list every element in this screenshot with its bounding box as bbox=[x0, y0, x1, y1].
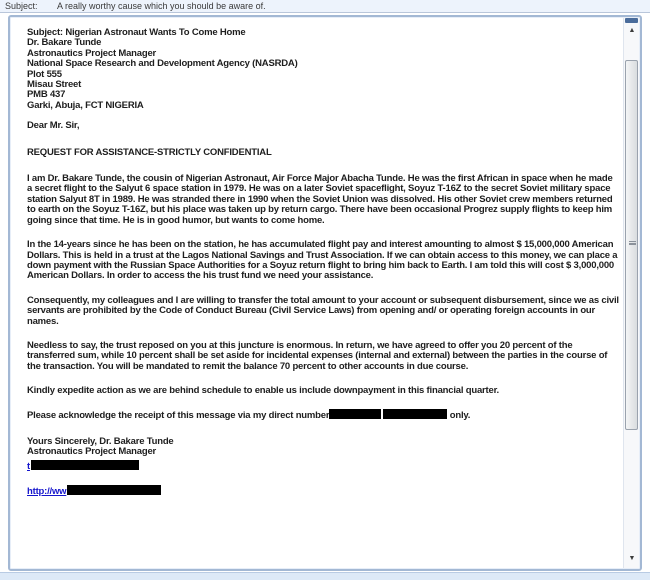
sender-url-visible-text: http://ww bbox=[27, 485, 67, 497]
body-paragraph: Kindly expedite action as we are behind schedule to enable us include downpayment in this financial quarter. bbox=[27, 385, 499, 397]
letterhead-line: National Space Research and Development Agency (NASRDA) bbox=[27, 58, 298, 70]
subject-value: A really worthy cause which you should be aware of. bbox=[57, 0, 266, 11]
sender-url-line bbox=[27, 485, 619, 498]
letterhead-line: Garki, Abuja, FCT NIGERIA bbox=[27, 99, 144, 111]
redaction-bar-email bbox=[31, 460, 139, 470]
letterhead-line: Misau Street bbox=[27, 79, 82, 91]
letterhead-line: Dr. Bakare Tunde bbox=[27, 37, 102, 49]
scroll-down-icon: ▼ bbox=[628, 555, 636, 562]
signature-name: Yours Sincerely, Dr. Bakare Tunde bbox=[27, 435, 174, 447]
signature-title: Astronautics Project Manager bbox=[27, 446, 157, 458]
subject-label: Subject: bbox=[5, 0, 38, 11]
letterhead-block bbox=[27, 28, 619, 111]
request-subject-line: REQUEST FOR ASSISTANCE-STRICTLY CONFIDENTIAL bbox=[27, 146, 272, 158]
subject-header-bar bbox=[0, 0, 650, 13]
redaction-bar-phone bbox=[383, 409, 447, 419]
scrollbar-split-handle[interactable] bbox=[625, 18, 638, 23]
message-content bbox=[10, 17, 624, 569]
phone-line-text-before: Please acknowledge the receipt of this message via my direct number bbox=[27, 409, 330, 421]
redaction-bar-url bbox=[67, 485, 161, 495]
sender-url-link[interactable] bbox=[27, 486, 161, 497]
letterhead-line: Astronautics Project Manager bbox=[27, 47, 157, 59]
phone-line-text-after: only. bbox=[447, 409, 471, 421]
sender-email-link[interactable] bbox=[27, 461, 139, 472]
letterhead-line: PMB 437 bbox=[27, 89, 66, 101]
phone-line bbox=[27, 411, 619, 421]
body-paragraph: I am Dr. Bakare Tunde, the cousin of Nigerian Astronaut, Air Force Major Abacha Tunde. He was the first African in space when he made a secret flight to the Salyut 6 space station in 1979. He was on a later Soviet spaceflight, Soyuz T-16Z to the secret Soviet military space station Salyut 8T in 1989. He was stranded there in 1990 when the Soviet Union was dissolved. His other Soviet crew members returned to earth on the Soyuz T-16Z, but his place was taken up by return cargo. There have been occasional Progrez supply flights to keep him going since that time. He is in good humor, but wants to come home. bbox=[27, 173, 613, 226]
body-paragraph: Needless to say, the trust reposed on you at this juncture is enormous. In return, we have agreed to offer you 20 percent of the transferred sum, while 10 percent shall be set aside for incidental expenses (internal and external) between the parties in the course of the transaction. You will be mandated to remit the balance 70 percent to other accounts in due course. bbox=[27, 339, 608, 372]
body-paragraph: In the 14-years since he has been on the station, he has accumulated flight pay and interest amounting to almost $ 15,000,000 American Dollars. This is held in a trust at the Lagos National Savings and Trust Association. If we can obtain access to this money, we can place a down payment with the Russian Space Authorities for a Soyuz return flight to bring him back to Earth. I am told this will cost $ 3,000,000 American Dollars. In order to access the his trust fund we need your assistance. bbox=[27, 239, 618, 282]
window-bottom-strip bbox=[0, 572, 650, 580]
scrollbar-grip-icon bbox=[629, 241, 636, 245]
letterhead-line: Subject: Nigerian Astronaut Wants To Come Home bbox=[27, 27, 246, 38]
letterhead-line: Plot 555 bbox=[27, 68, 62, 80]
sender-email-line bbox=[27, 460, 619, 473]
scroll-down-button[interactable] bbox=[624, 552, 640, 566]
scroll-up-button[interactable] bbox=[624, 24, 640, 38]
salutation: Dear Mr. Sir, bbox=[27, 120, 80, 132]
body-paragraph: Consequently, my colleagues and I are willing to transfer the total amount to your account or subsequent disbursement, since we as civil servants are prohibited by the Code of Conduct Bureau (Civil Service Laws) from opening and/ or operating foreign accounts in our names. bbox=[27, 294, 619, 327]
vertical-scrollbar[interactable] bbox=[623, 18, 639, 568]
sender-email-visible-text: t bbox=[27, 460, 30, 472]
message-body-pane bbox=[8, 15, 642, 571]
scroll-up-icon: ▲ bbox=[628, 27, 636, 34]
scrollbar-thumb[interactable] bbox=[625, 60, 638, 430]
redaction-bar-phone bbox=[329, 409, 381, 419]
